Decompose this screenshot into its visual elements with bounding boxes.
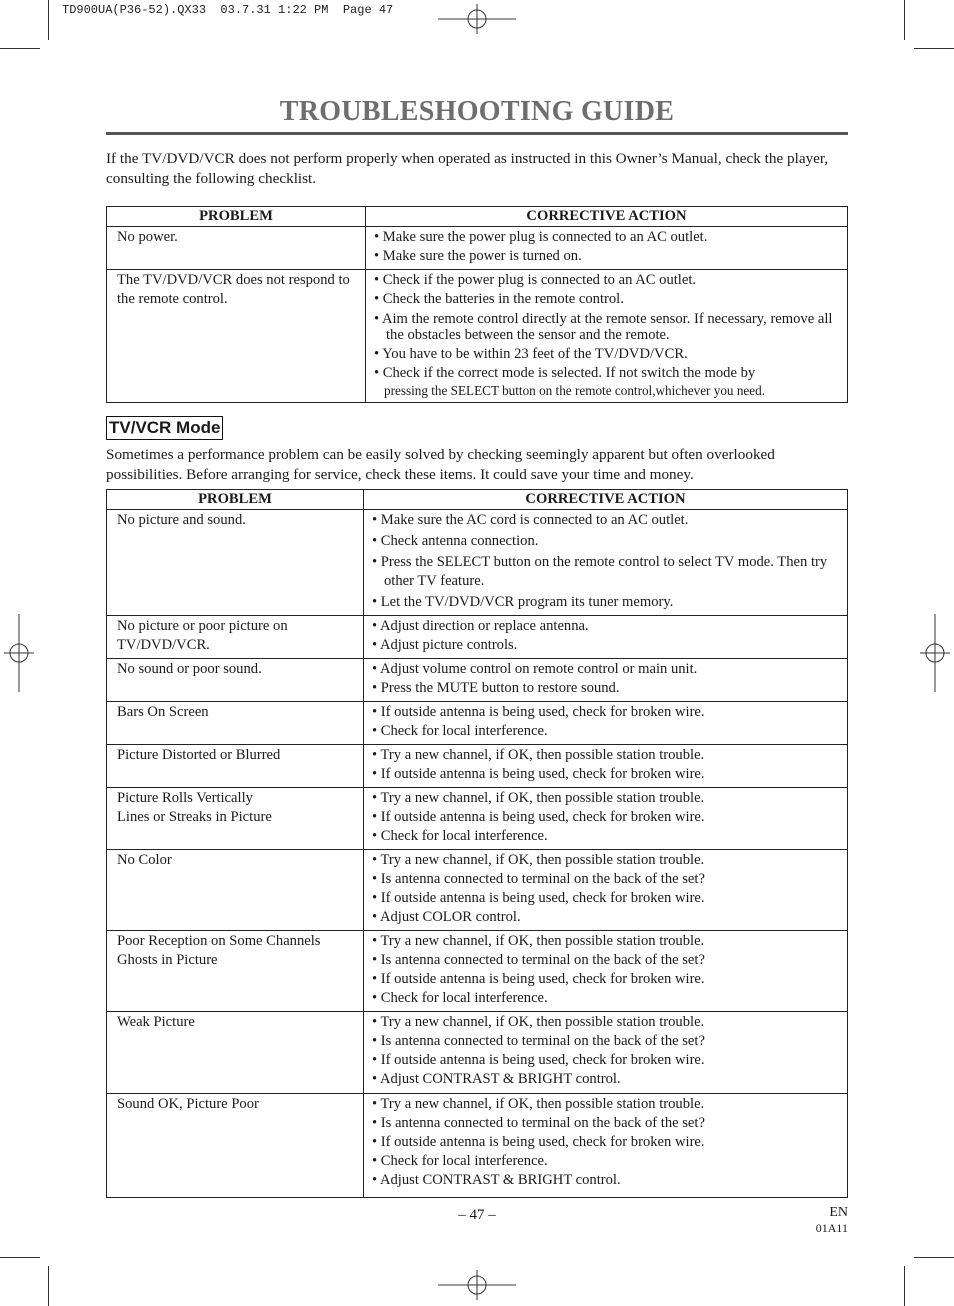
troubleshooting-table-general	[106, 206, 848, 403]
action-cell	[364, 1012, 848, 1094]
action-item: • Let the TV/DVD/VCR program its tuner memory.	[372, 594, 674, 610]
table-row	[107, 1012, 848, 1094]
action-item: • Check the batteries in the remote control.	[374, 291, 624, 307]
header-problem: PROBLEM	[107, 207, 366, 227]
crop-mark	[914, 48, 954, 49]
registration-mark-icon	[920, 614, 950, 692]
action-cell	[364, 702, 848, 745]
action-item: • Check if the correct mode is selected. If not switch the mode by	[374, 365, 756, 381]
action-cell	[364, 931, 848, 1012]
action-item: • If outside antenna is being used, check for broken wire.	[372, 890, 705, 906]
problem-cell: No picture or poor picture on TV/DVD/VCR.	[107, 616, 364, 659]
action-item: • If outside antenna is being used, check for broken wire.	[372, 1052, 705, 1068]
action-item: • If outside antenna is being used, check for broken wire.	[372, 766, 705, 782]
problem-cell: Picture Rolls Vertically Lines or Streaks in Picture	[107, 788, 364, 850]
crop-mark	[48, 1266, 49, 1306]
title-rule	[106, 132, 848, 135]
page-number: – 47 –	[458, 1207, 496, 1223]
action-cell	[364, 616, 848, 659]
action-item: • Try a new channel, if OK, then possible station trouble.	[372, 1014, 705, 1030]
problem-cell: Poor Reception on Some Channels Ghosts in Picture	[107, 931, 364, 1012]
table-header-row	[107, 490, 848, 510]
problem-cell: No Color	[107, 850, 364, 931]
action-cell	[364, 510, 848, 616]
action-item: • Check for local interference.	[372, 723, 548, 739]
mode-intro-paragraph: Sometimes a performance problem can be easily solved by checking seemingly apparent but often overlooked possibilities. Before arranging for service, check these items. It could save your time and money.	[106, 446, 775, 483]
print-slug: TD900UA(P36-52).QX33 03.7.31 1:22 PM Page 47	[62, 3, 394, 17]
action-cell	[366, 270, 848, 403]
table-row	[107, 1094, 848, 1198]
registration-mark-icon	[4, 614, 34, 692]
table-header-row	[107, 207, 848, 227]
action-item: • Adjust CONTRAST & BRIGHT control.	[372, 1172, 621, 1188]
action-item: • Make sure the power is turned on.	[374, 248, 582, 264]
action-item: • You have to be within 23 feet of the TV/DVD/VCR.	[374, 346, 688, 362]
action-item-continued: pressing the SELECT button on the remote control,whichever you need.	[384, 383, 766, 398]
registration-mark-icon	[438, 1270, 516, 1300]
table-row	[107, 270, 848, 403]
action-item: • Check for local interference.	[372, 828, 548, 844]
action-item: • Check antenna connection.	[372, 533, 539, 549]
action-item: • Make sure the power plug is connected to an AC outlet.	[374, 229, 708, 245]
header-corrective-action: CORRECTIVE ACTION	[366, 207, 848, 227]
problem-cell: Weak Picture	[107, 1012, 364, 1094]
action-item: • Try a new channel, if OK, then possible station trouble.	[372, 852, 705, 868]
crop-mark	[48, 0, 49, 40]
crop-mark	[0, 48, 40, 49]
action-item: • Try a new channel, if OK, then possible station trouble.	[372, 790, 705, 806]
table-row	[107, 788, 848, 850]
table-row	[107, 745, 848, 788]
action-item: • Press the MUTE button to restore sound.	[372, 680, 620, 696]
language-code: EN	[829, 1205, 848, 1220]
action-cell	[364, 659, 848, 702]
action-item: • Try a new channel, if OK, then possible station trouble.	[372, 933, 705, 949]
table-row	[107, 616, 848, 659]
action-cell	[364, 850, 848, 931]
action-item: • If outside antenna is being used, check for broken wire.	[372, 809, 705, 825]
action-item: • Try a new channel, if OK, then possible station trouble.	[372, 747, 705, 763]
action-item: • If outside antenna is being used, check for broken wire.	[372, 971, 705, 987]
action-item: • Make sure the AC cord is connected to an AC outlet.	[372, 512, 689, 528]
troubleshooting-table-tv-vcr	[106, 489, 848, 1198]
action-item: • Check for local interference.	[372, 1153, 548, 1169]
header-problem: PROBLEM	[107, 490, 364, 510]
action-cell	[364, 745, 848, 788]
action-item: • Adjust COLOR control.	[372, 909, 521, 925]
action-item: • Press the SELECT button on the remote control to select TV mode. Then try other TV feature.	[372, 554, 828, 589]
action-item: • Is antenna connected to terminal on the back of the set?	[372, 1115, 705, 1131]
registration-mark-icon	[438, 4, 516, 34]
action-item: • Aim the remote control directly at the remote sensor. If necessary, remove all the obstacles between the sensor and the remote.	[374, 311, 833, 343]
problem-cell: No picture and sound.	[107, 510, 364, 616]
action-cell	[364, 788, 848, 850]
crop-mark	[904, 0, 905, 40]
action-cell	[364, 1094, 848, 1198]
problem-cell: The TV/DVD/VCR does not respond to the remote control.	[107, 270, 366, 403]
action-item: • Adjust picture controls.	[372, 637, 518, 653]
action-item: • Check for local interference.	[372, 990, 548, 1006]
action-item: • Is antenna connected to terminal on the back of the set?	[372, 1033, 705, 1049]
table-row	[107, 227, 848, 270]
table-row	[107, 659, 848, 702]
problem-cell: Sound OK, Picture Poor	[107, 1094, 364, 1198]
action-item: • Check if the power plug is connected to an AC outlet.	[374, 272, 697, 288]
problem-cell: Picture Distorted or Blurred	[107, 745, 364, 788]
intro-paragraph: If the TV/DVD/VCR does not perform properly when operated as instructed in this Owner’s Manual, check the player, consulting the following checklist.	[106, 150, 829, 187]
action-item: • If outside antenna is being used, check for broken wire.	[372, 704, 705, 720]
table-row	[107, 702, 848, 745]
problem-cell: No power.	[107, 227, 366, 270]
problem-cell: Bars On Screen	[107, 702, 364, 745]
action-item: • Is antenna connected to terminal on the back of the set?	[372, 871, 705, 887]
table-row	[107, 850, 848, 931]
header-corrective-action: CORRECTIVE ACTION	[364, 490, 848, 510]
crop-mark	[914, 1257, 954, 1258]
problem-cell: No sound or poor sound.	[107, 659, 364, 702]
table-row	[107, 510, 848, 616]
action-cell	[366, 227, 848, 270]
crop-mark	[904, 1266, 905, 1306]
document-code: 01A11	[815, 1221, 848, 1235]
page-title: TROUBLESHOOTING GUIDE	[279, 96, 675, 127]
crop-mark	[0, 1257, 40, 1258]
action-item: • Try a new channel, if OK, then possible station trouble.	[372, 1096, 705, 1112]
action-item: • Adjust volume control on remote control or main unit.	[372, 661, 698, 677]
action-item: • Is antenna connected to terminal on the back of the set?	[372, 952, 705, 968]
action-item: • If outside antenna is being used, check for broken wire.	[372, 1134, 705, 1150]
section-label-tv-vcr-mode: TV/VCR Mode	[106, 416, 223, 440]
table-row	[107, 931, 848, 1012]
action-item: • Adjust direction or replace antenna.	[372, 618, 589, 634]
action-item: • Adjust CONTRAST & BRIGHT control.	[372, 1071, 621, 1087]
